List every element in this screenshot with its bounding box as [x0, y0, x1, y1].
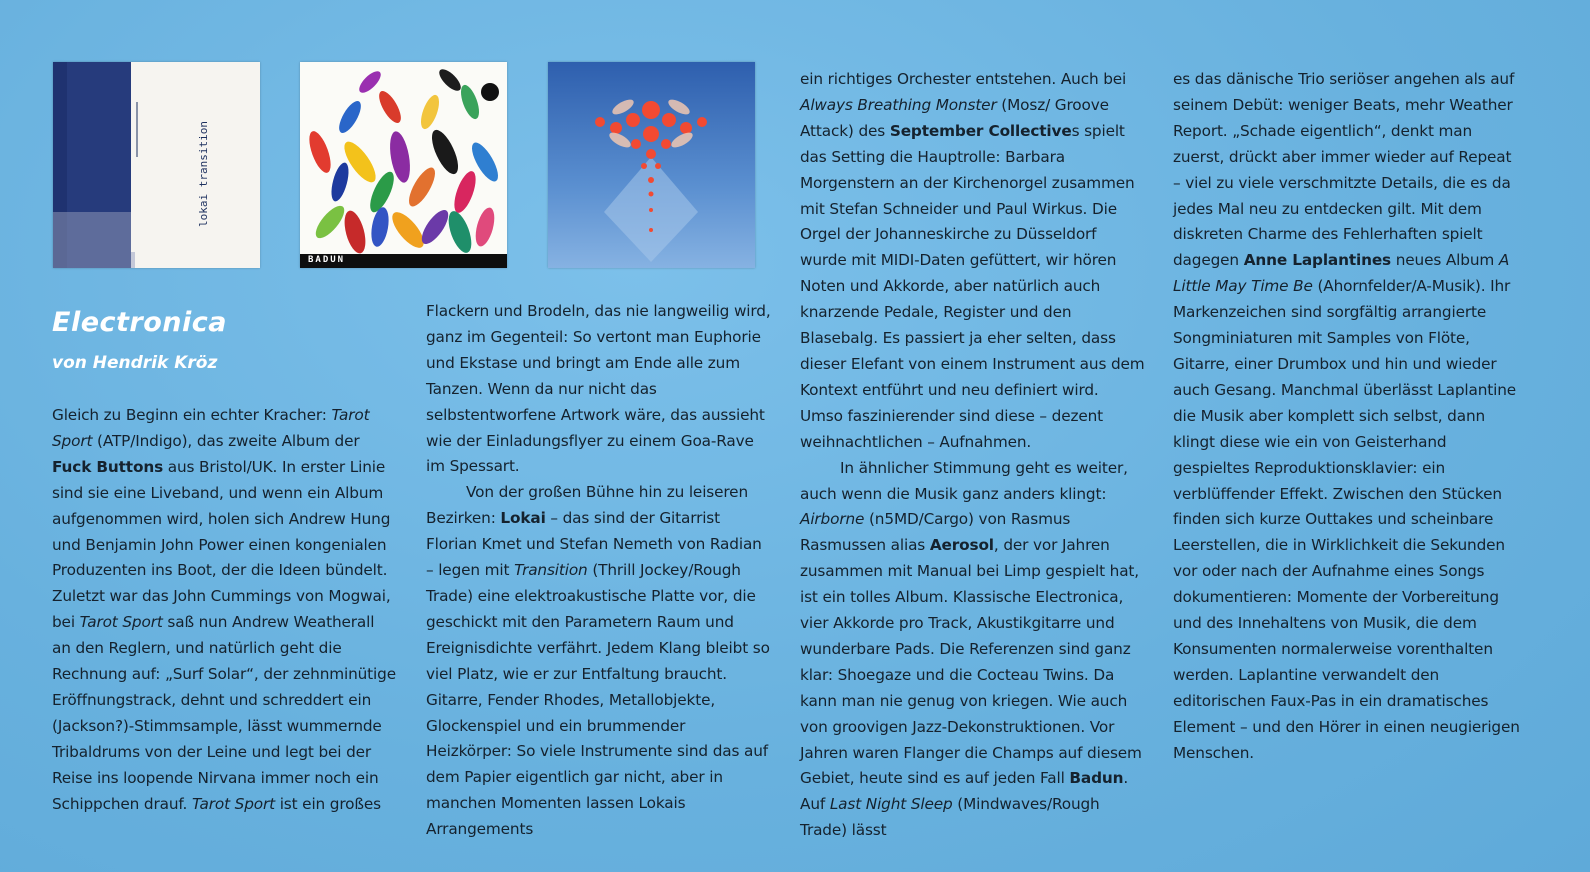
article-column-3: [800, 67, 1145, 844]
article-column-2: [426, 299, 771, 843]
album-cover-lokai-transition: [53, 62, 260, 268]
text-run: s spielt das Setting die Hauptrolle: Barbara Morgenstern an der Kirchenorgel zusammen mit Stefan Schneider und Paul Wirkus. Die Orgel der Johanneskirche zu Düsseldorf wurde mit MIDI-Daten gefüttert, wir hören Noten und Akkorde, aber natürlich auch knarzende Pedale, Register und den Blasebalg. Es passiert ja eher selten, dass dieser Elefant von einem Instrument aus dem Kontext entführt und neu definiert wird. Umso faszinierender sind diese – dezent weihnachtlichen – Aufnahmen.: [800, 121, 1145, 451]
album-title: Airborne: [800, 510, 865, 529]
text-run: In ähnlicher Stimmung geht es weiter, auch wenn die Musik ganz anders klingt:: [800, 458, 1128, 503]
artist-name: Anne Laplantines: [1243, 251, 1392, 270]
album-cover-aerosol-airborne: [548, 62, 755, 268]
album-cover-badun: [300, 62, 507, 268]
aerosol-cover-artwork: [548, 62, 755, 268]
artist-name: Badun: [1069, 769, 1124, 788]
paragraph: [800, 67, 1145, 456]
artist-name: September Collective: [889, 121, 1072, 140]
paragraph: Flackern und Brodeln, das nie langweilig wird, ganz im Gegenteil: So vertont man Euphorie und Ekstase und bringt am Ende alle zum Tanzen. Wenn da nur nicht das selbstentworfene Artwork wäre, das aussieht wie der Einladungsflyer zu einem Goa-Rave im Spessart.: [426, 302, 771, 476]
paragraph: [52, 403, 397, 818]
text-run: Gleich zu Beginn ein echter Kracher:: [52, 406, 332, 424]
text-run: (Mosz/ Groove Attack) des: [800, 95, 1109, 140]
album-title: Always Breathing Monster: [800, 95, 997, 114]
album-title: Tarot Sport: [79, 613, 163, 632]
badun-cover-artwork: [300, 62, 507, 268]
artist-name: Fuck Buttons: [52, 457, 164, 476]
text-run: aus Bristol/UK. In erster Linie sind sie eine Liveband, und wenn ein Album aufgenommen wird, holen sich Andrew Hung und Benjamin John Power einen kongenialen Produzenten ins Boot, der die Ideen bündelt. Zuletzt war das John Cummings von Mogwai, bei: [52, 457, 391, 632]
text-run: (ATP/Indigo), das zweite Album der: [92, 431, 360, 450]
artist-name: Lokai: [500, 509, 546, 528]
text-run: (Thrill Jockey/Rough Trade) eine elektroakustische Platte vor, die geschickt mit den Parametern Raum und Ereignisdichte verfährt. Jedem Klang bleibt so viel Platz, wie er zur Entfaltung braucht. Gitarre, Fender Rhodes, Metallobjekte, Glockenspiel und ein brummender Heizkörper: So viele Instrumente sind das auf dem Papier eigentlich gar nicht, aber in manchen Momenten lassen Lokais Arrangements: [426, 561, 770, 839]
text-run: , der vor Jahren zusammen mit Manual bei Limp gespielt hat, ist ein tolles Album. Klassische Electronica, vier Akkorde pro Track, Akustikgitarre und wunderbare Pads. Die Referenzen sind ganz klar: Shoegaze und die Cocteau Twins. Da kann man nie genug von kriegen. Wie auch von groovigen Jazz-Dekonstruktionen. Vor Jahren waren Flanger die Champs auf diesem Gebiet, heute sind es auf jeden Fall: [800, 536, 1142, 788]
text-run: – das sind der Gitarrist Florian Kmet und Stefan Nemeth von Radian – legen mit: [426, 509, 762, 580]
article-column-4: [1173, 67, 1523, 766]
article-column-1: [52, 403, 397, 818]
artist-name: Aerosol: [929, 536, 994, 555]
album-title: A Little May Time Be: [1173, 251, 1510, 296]
lokai-cover-artwork: [53, 62, 260, 268]
text-run: ein richtiges Orchester entstehen. Auch bei: [800, 70, 1127, 88]
text-run: es das dänische Trio seriöser angehen als auf seinem Debüt: weniger Beats, mehr Weather Report. „Schade eigentlich“, denkt man zuerst, drückt aber immer wieder auf Repeat – viel zu viele verschmitzte Details, die es da jedes Mal neu zu entdecken gilt. Mit dem diskreten Charme des Fehlerhaften spielt dagegen: [1173, 70, 1515, 270]
text-run: neues Album: [1391, 251, 1499, 270]
paragraph: [800, 456, 1145, 845]
album-title: Tarot Sport: [52, 406, 370, 450]
text-run: ist ein großes: [274, 794, 381, 813]
text-run: Von der großen Bühne hin zu leiseren Bezirken:: [426, 483, 748, 528]
text-run: saß nun Andrew Weatherall an den Reglern, und natürlich geht die Rechnung auf: „Surf Solar“, der zehnminütige Eröffnungstrack, dehnt und schreddert ein (Jackson?)-Stimmsample, lässt wummernde Tribaldrums von der Leine und legt bei der Reise ins loopende Nirvana immer noch ein Schippchen drauf.: [52, 613, 396, 813]
text-run: (n5MD/Cargo) von Rasmus Rasmussen alias: [800, 510, 1071, 555]
paragraph: [1173, 67, 1523, 766]
album-title: Tarot Sport: [191, 794, 275, 813]
album-title: Transition: [514, 561, 588, 580]
text-run: (Mindwaves/Rough Trade) lässt: [800, 795, 1100, 840]
text-run: . Auf: [800, 769, 1129, 814]
badun-cover-text: BADUN: [308, 255, 346, 265]
author-byline: von Hendrik Kröz: [52, 353, 218, 373]
paragraph: [426, 480, 771, 843]
lokai-cover-text: lokai transition: [197, 121, 210, 227]
album-title: Last Night Sleep: [829, 795, 953, 814]
text-run: (Ahornfelder/A-Musik). Ihr Markenzeichen sind sorgfältig arrangierte Songminiaturen mit Samples von Flöte, Gitarre, einer Drumbox und hin und wieder auch Gesang. Manchmal überlässt Laplantine die Musik aber komplett sich selbst, dann klingt diese wie ein von Geisterhand gespieltes Reproduktionsklavier: ein verblüffender Effekt. Zwischen den Stücken finden sich kurze Outtakes und scheinbare Leerstellen, die in Wirklichkeit die Sekunden vor oder nach der Aufnahme eines Songs dokumentieren: Momente der Vorbereitung und des Innehaltens von Musik, die dem Konsumenten normalerweise vorenthalten werden. Laplantine verwandelt den editorischen Faux-Pas in ein dramatisches Element – und den Hörer in einen neugierigen Menschen.: [1173, 277, 1520, 762]
section-title: Electronica: [52, 307, 227, 338]
